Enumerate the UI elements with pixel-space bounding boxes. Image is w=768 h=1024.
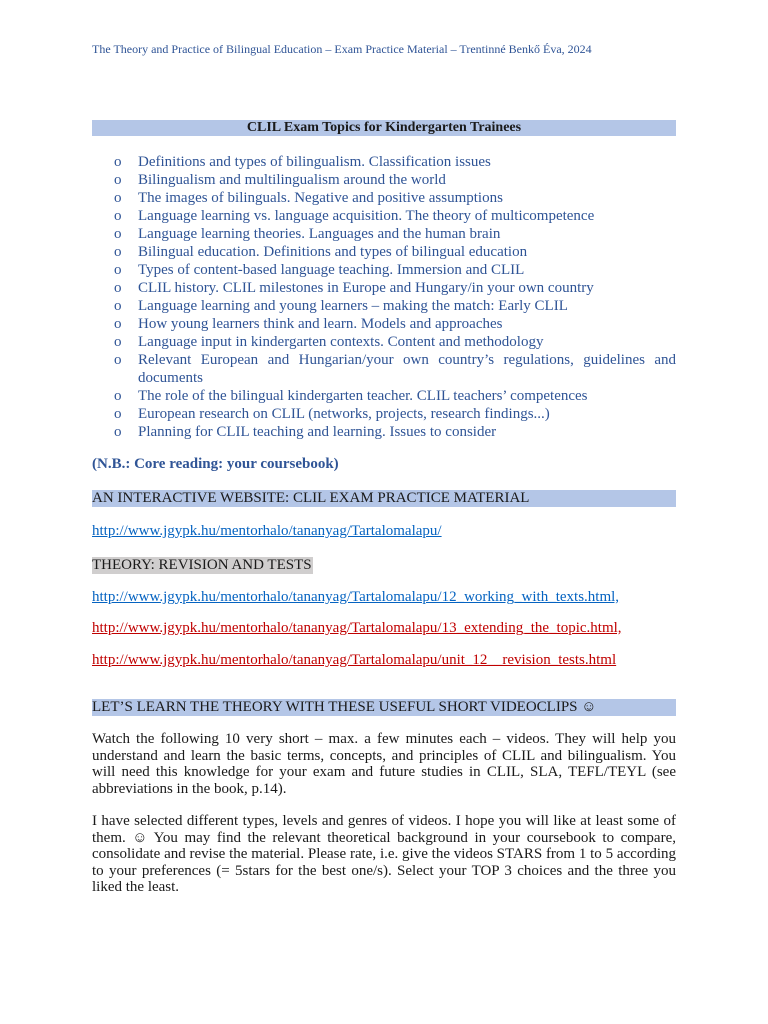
bullet-icon: o xyxy=(114,190,122,206)
list-item: o Definitions and types of bilingualism. Classification issues xyxy=(114,154,491,170)
list-item: o Bilingual education. Definitions and types of bilingual education xyxy=(114,244,528,260)
list-item: o Types of content-based language teaching. Immersion and CLIL xyxy=(114,262,525,278)
list-item: o European research on CLIL (networks, projects, research findings...) xyxy=(114,406,550,422)
list-item: o Relevant European and Hungarian/your own country’s regulations, guidelines and documents xyxy=(114,352,676,386)
bullet-icon: o xyxy=(114,424,122,440)
bullet-icon: o xyxy=(114,316,122,332)
theory-link-extending-topic[interactable]: http://www.jgypk.hu/mentorhalo/tananyag/Tartalomalapu/13_extending_the_topic.html, xyxy=(92,620,622,636)
bullet-icon: o xyxy=(114,280,122,296)
list-item: o CLIL history. CLIL milestones in Europe and Hungary/in your own country xyxy=(114,280,594,296)
bullet-icon: o xyxy=(114,226,122,242)
list-item: o The images of bilinguals. Negative and positive assumptions xyxy=(114,190,503,206)
video-section-heading: LET’S LEARN THE THEORY WITH THESE USEFUL SHORT VIDEOCLIPS ☺ xyxy=(92,699,676,716)
bullet-icon: o xyxy=(114,388,122,404)
list-item: o Language input in kindergarten contexts. Content and methodology xyxy=(114,334,544,350)
bullet-icon: o xyxy=(114,334,122,350)
bullet-icon: o xyxy=(114,154,122,170)
bullet-icon: o xyxy=(114,298,122,314)
list-item: o Bilingualism and multilingualism around the world xyxy=(114,172,446,188)
video-intro-paragraph: Watch the following 10 very short – max. a few minutes each – videos. They will help you understand and learn the basic terms, concepts, and principles of CLIL and bilingualism. You will need this knowledge for your exam and future studies in CLIL, SLA, TEFL/TEYL (see abbreviations in the book, p.14). xyxy=(92,731,676,797)
theory-section-heading: THEORY: REVISION AND TESTS xyxy=(92,557,312,573)
bullet-icon: o xyxy=(114,262,122,278)
website-link[interactable]: http://www.jgypk.hu/mentorhalo/tananyag/Tartalomalapu/ xyxy=(92,523,442,539)
website-section-heading: AN INTERACTIVE WEBSITE: CLIL EXAM PRACTICE MATERIAL xyxy=(92,490,676,507)
theory-link-revision-tests[interactable]: http://www.jgypk.hu/mentorhalo/tananyag/Tartalomalapu/unit_12__revision_tests.html xyxy=(92,652,617,668)
topics-title: CLIL Exam Topics for Kindergarten Trainees xyxy=(92,120,676,136)
theory-link-working-with-texts[interactable]: http://www.jgypk.hu/mentorhalo/tananyag/Tartalomalapu/12_working_with_texts.html, xyxy=(92,589,620,605)
core-reading-note: (N.B.: Core reading: your coursebook) xyxy=(92,456,339,472)
bullet-icon: o xyxy=(114,406,122,422)
list-item: o The role of the bilingual kindergarten teacher. CLIL teachers’ competences xyxy=(114,388,588,404)
bullet-icon: o xyxy=(114,172,122,188)
bullet-icon: o xyxy=(114,352,122,368)
list-item: o Language learning vs. language acquisition. The theory of multicompetence xyxy=(114,208,595,224)
video-rating-paragraph: I have selected different types, levels and genres of videos. I hope you will like at least some of them. ☺ You may find the relevant theoretical background in your coursebook to compare, consolidate and revise the material. Please rate, i.e. give the videos STARS from 1 to 5 according to your preferences (= 5stars for the best one/s). Select your TOP 3 choices and the three you liked the least. xyxy=(92,813,676,895)
list-item: o Planning for CLIL teaching and learning. Issues to consider xyxy=(114,424,497,440)
bullet-icon: o xyxy=(114,244,122,260)
page-header: The Theory and Practice of Bilingual Education – Exam Practice Material – Trentinné Benkő Éva, 2024 xyxy=(92,42,592,56)
list-item: o How young learners think and learn. Models and approaches xyxy=(114,316,503,332)
topic-list xyxy=(92,153,676,441)
list-item: o Language learning theories. Languages and the human brain xyxy=(114,226,501,242)
bullet-icon: o xyxy=(114,208,122,224)
list-item: o Language learning and young learners – making the match: Early CLIL xyxy=(114,298,568,314)
